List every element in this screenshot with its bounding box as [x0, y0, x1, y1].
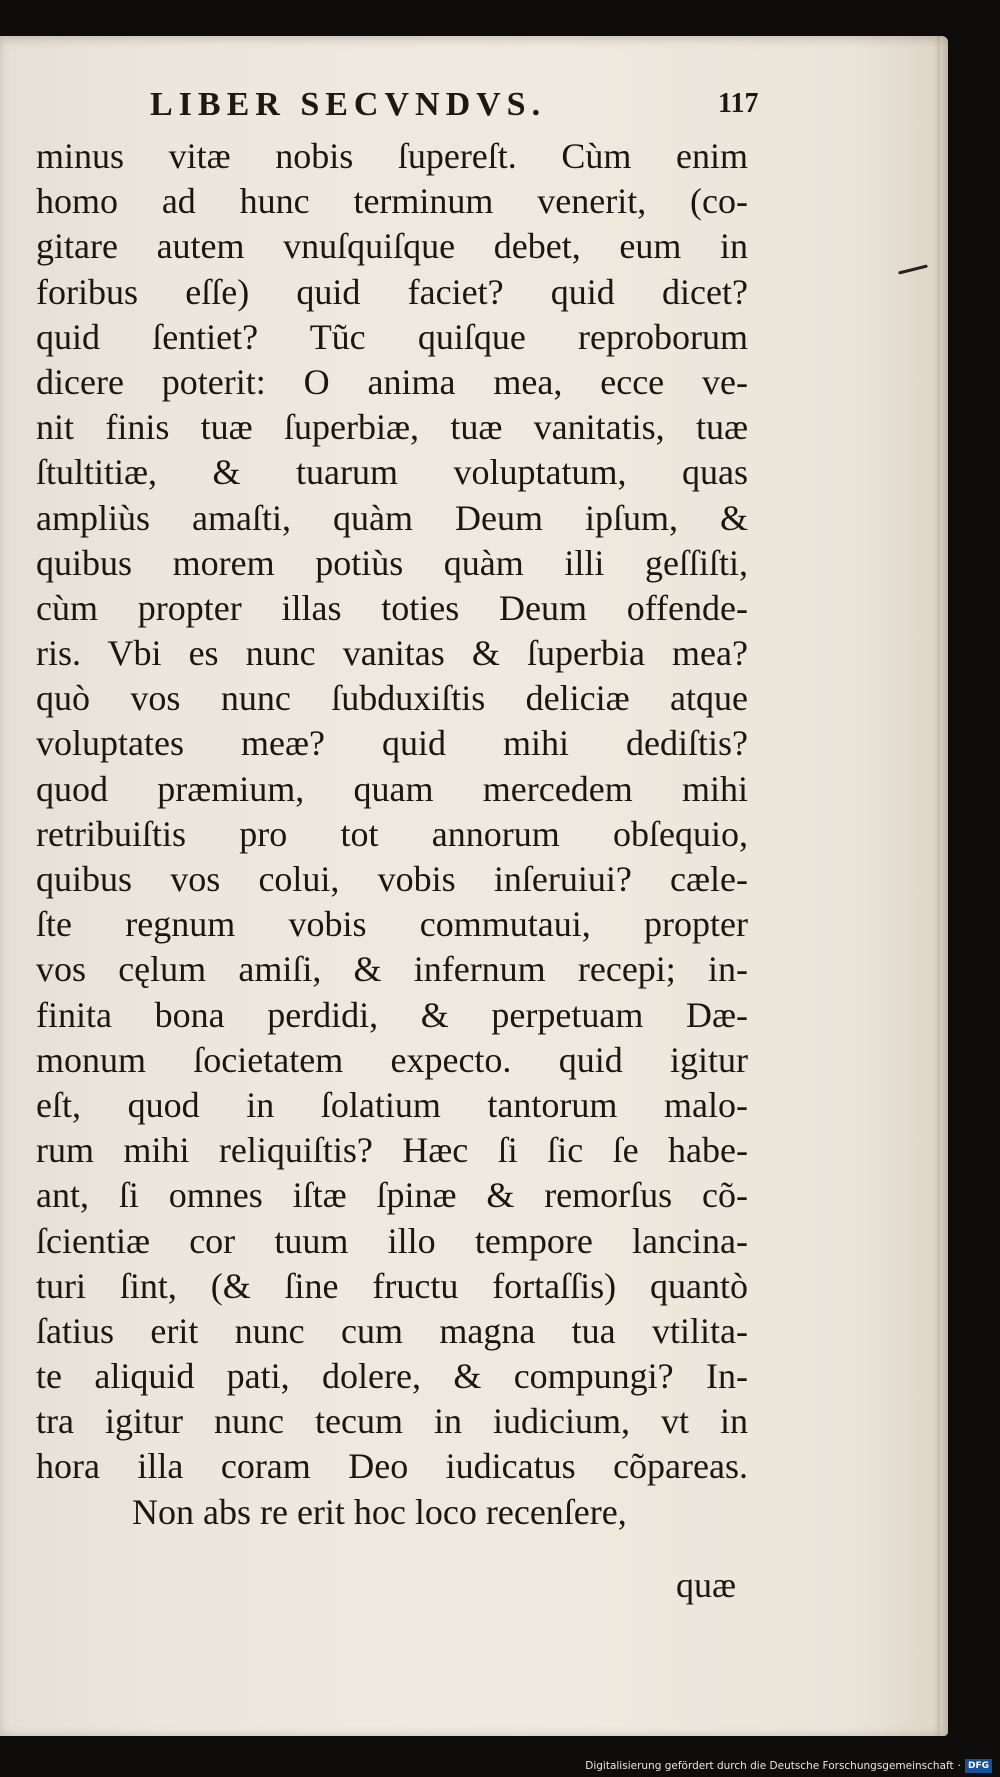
text-line: quod præmium, quam mercedem mihi [36, 768, 748, 809]
dfg-logo-icon: DFG [965, 1759, 992, 1773]
catchword: quæ [676, 1565, 737, 1605]
text-line: quibus vos colui, vobis inſeruiui? cæle- [36, 859, 748, 899]
margin-mark [898, 264, 928, 274]
text-line: rum mihi reliquiſtis? Hæc ſi ſic ſe habe- [36, 1130, 748, 1171]
body-text [36, 134, 748, 1535]
text-line: nit finis tuæ ſuperbiæ, tuæ vanitatis, tuæ [36, 407, 748, 448]
text-line: tra igitur nunc tecum in iudicium, vt in [36, 1401, 748, 1442]
text-line: ſatius erit nunc cum magna tua vtilita- [36, 1310, 748, 1351]
text-line: voluptates meæ? quid mihi dediſtis? [36, 723, 748, 764]
page-number: 117 [718, 88, 759, 119]
text-line: eſt, quod in ſolatium tantorum malo- [36, 1084, 748, 1125]
text-line: monum ſocietatem expecto. quid igitur [36, 1039, 748, 1080]
text-line: ſtultitiæ, & tuarum voluptatum, quas [36, 452, 748, 493]
text-line: ſte regnum vobis commutaui, propter [36, 904, 748, 945]
text-line: quid ſentiet? Tũc quiſque reproborum [36, 316, 748, 357]
text-line: hora illa coram Deo iudicatus cõpareas. [36, 1446, 748, 1487]
text-line: quò vos nunc ſubduxiſtis deliciæ atque [36, 678, 748, 719]
text-line: ris. Vbi es nunc vanitas & ſuperbia mea? [36, 633, 748, 674]
text-line: cùm propter illas toties Deum offende- [36, 587, 748, 628]
text-line: homo ad hunc terminum venerit, (co- [36, 181, 748, 222]
running-head: LIBER SECVNDVS. [150, 86, 547, 123]
text-line: dicere poterit: O anima mea, ecce ve- [36, 361, 748, 402]
text-line: ſcientiæ cor tuum illo tempore lancina- [36, 1220, 748, 1261]
text-line: te aliquid pati, dolere, & compungi? In- [36, 1356, 748, 1397]
text-line: ant, ſi omnes iſtæ ſpinæ & remorſus cõ- [36, 1175, 748, 1216]
text-line: finita bona perdidi, & perpetuam Dæ- [36, 994, 748, 1035]
text-line: retribuiſtis pro tot annorum obſequio, [36, 813, 748, 854]
text-line: foribus eſſe) quid faciet? quid dicet? [36, 271, 748, 312]
text-line: minus vitæ nobis ſupereſt. Cùm enim [36, 136, 748, 176]
text-line: turi ſint, (& ſine fructu fortaſſis) quantò [36, 1265, 748, 1306]
text-line: gitare autem vnuſquiſque debet, eum in [36, 226, 748, 267]
digitization-credit: Digitalisierung gefördert durch die Deutsche Forschungsgemeinschaft · DFG [585, 1759, 992, 1773]
book-page [0, 36, 948, 1736]
text-line: vos cęlum amiſi, & infernum recepi; in- [36, 949, 748, 990]
paragraph-first-line: Non abs re erit hoc loco recenſere, [132, 1491, 627, 1532]
text-line: quibus morem potiùs quàm illi geſſiſti, [36, 542, 748, 583]
text-line: ampliùs amaſti, quàm Deum ipſum, & [36, 497, 748, 538]
credit-text: Digitalisierung gefördert durch die Deutsche Forschungsgemeinschaft [585, 1760, 954, 1772]
